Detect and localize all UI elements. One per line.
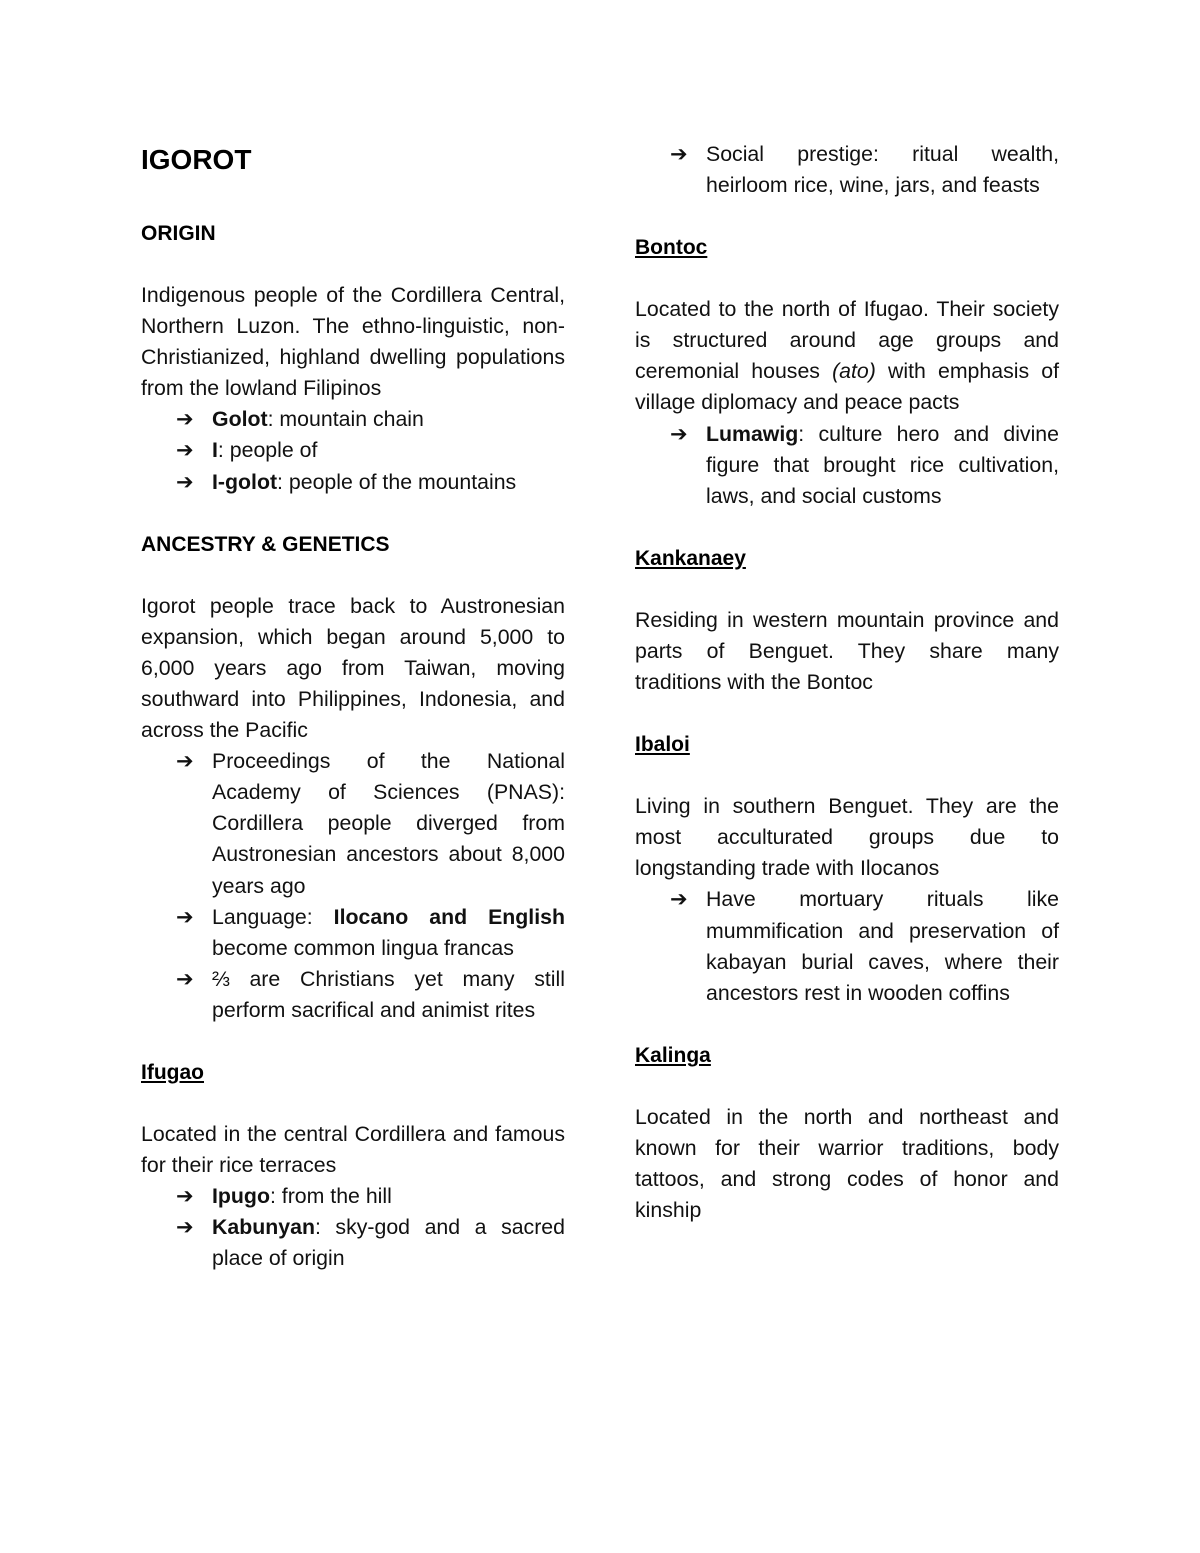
ibaloi-bullets — [635, 884, 1059, 1008]
document-title: IGOROT — [141, 144, 252, 175]
term: I — [212, 438, 218, 463]
term: Ipugo — [212, 1184, 270, 1209]
list-item — [141, 435, 565, 466]
definition: : culture hero and divine figure that brought rice cultivation, laws, and social customs — [706, 421, 1059, 508]
ibaloi-heading: Ibaloi — [635, 733, 690, 757]
ancestry-heading: ANCESTRY & GENETICS — [141, 532, 390, 556]
list-item — [635, 884, 1059, 1008]
kankanaey-paragraph: Residing in western mountain province and parts of Benguet. They share many traditions with the Bontoc — [635, 607, 1059, 695]
term: Kabunyan — [212, 1215, 315, 1240]
kalinga-paragraph: Located in the north and northeast and known for their warrior traditions, body tattoos, and strong codes of honor and kinship — [635, 1104, 1059, 1223]
kalinga-heading: Kalinga — [635, 1043, 711, 1067]
list-item — [141, 1181, 565, 1212]
definition: : sky-god and a sacred place of origin — [212, 1215, 565, 1271]
definition: : from the hill — [269, 1184, 392, 1209]
origin-bullets — [141, 404, 565, 497]
arrow-bullet-icon: ➔ — [176, 967, 194, 991]
list-item — [635, 139, 1059, 201]
term: I-golot — [212, 469, 278, 494]
ifugao-bullets-continued — [635, 139, 1059, 201]
arrow-bullet-icon: ➔ — [176, 1185, 194, 1209]
left-column — [141, 140, 565, 1274]
ifugao-paragraph: Located in the central Cordillera and famous for their rice terraces — [141, 1121, 565, 1178]
paragraph-text: Located to the north of Ifugao. Their society is structured around age groups and ceremonial houses — [635, 297, 1059, 384]
term: Golot — [212, 407, 268, 432]
list-item — [141, 404, 565, 435]
paragraph-text: with emphasis of village diplomacy and peace pacts — [635, 359, 1059, 415]
arrow-bullet-icon: ➔ — [176, 470, 194, 494]
list-item — [141, 1212, 565, 1274]
list-text: Proceedings of the National Academy of Sciences (PNAS): Cordillera people diverged from Austronesian ancestors about 8,000 years ago — [212, 749, 565, 898]
list-item — [141, 746, 565, 901]
arrow-bullet-icon: ➔ — [176, 905, 194, 929]
list-text: Have mortuary rituals like mummification and preservation of kabayan burial caves, where their ancestors rest in wooden coffins — [706, 887, 1059, 1005]
arrow-bullet-icon: ➔ — [670, 422, 688, 446]
definition: : people of the mountains — [277, 469, 517, 494]
kankanaey-heading: Kankanaey — [635, 546, 746, 570]
arrow-bullet-icon: ➔ — [176, 408, 194, 432]
term: Ilocano and English — [333, 904, 565, 929]
definition: : people of — [217, 438, 318, 463]
bontoc-heading: Bontoc — [635, 236, 708, 260]
arrow-bullet-icon: ➔ — [176, 1216, 194, 1240]
definition: : mountain chain — [267, 407, 424, 432]
arrow-bullet-icon: ➔ — [176, 750, 194, 774]
right-column — [635, 139, 1059, 1226]
bontoc-bullets — [635, 419, 1059, 512]
ibaloi-paragraph: Living in southern Benguet. They are the most acculturated groups due to longstanding trade with Ilocanos — [635, 794, 1059, 881]
ancestry-bullets — [141, 746, 565, 1026]
ancestry-paragraph: Igorot people trace back to Austronesian expansion, which began around 5,000 to 6,000 years ago from Taiwan, moving southward into Philippines, Indonesia, and across the Pacific — [141, 593, 565, 743]
term: Lumawig — [706, 421, 799, 446]
origin-paragraph: Indigenous people of the Cordillera Central, Northern Luzon. The ethno-linguistic, non-Christianized, highland dwelling populations from the lowland Filipinos — [141, 283, 565, 401]
list-item — [141, 964, 565, 1026]
bontoc-paragraph — [635, 294, 1059, 418]
list-text: ⅔ are Christians yet many still perform sacrifical and animist rites — [212, 966, 565, 1022]
arrow-bullet-icon: ➔ — [670, 888, 688, 912]
list-item — [141, 902, 565, 964]
arrow-bullet-icon: ➔ — [670, 143, 688, 166]
ifugao-bullets — [141, 1181, 565, 1274]
list-item — [635, 419, 1059, 512]
list-text: Social prestige: ritual wealth, heirloom rice, wine, jars, and feasts — [706, 142, 1059, 198]
list-text: become common lingua francas — [212, 935, 514, 960]
list-item — [141, 467, 565, 498]
list-text: Language: — [212, 904, 334, 929]
arrow-bullet-icon: ➔ — [176, 439, 194, 463]
italic-term: (ato) — [832, 359, 876, 384]
origin-heading: ORIGIN — [141, 222, 216, 245]
ifugao-heading: Ifugao — [141, 1060, 204, 1084]
